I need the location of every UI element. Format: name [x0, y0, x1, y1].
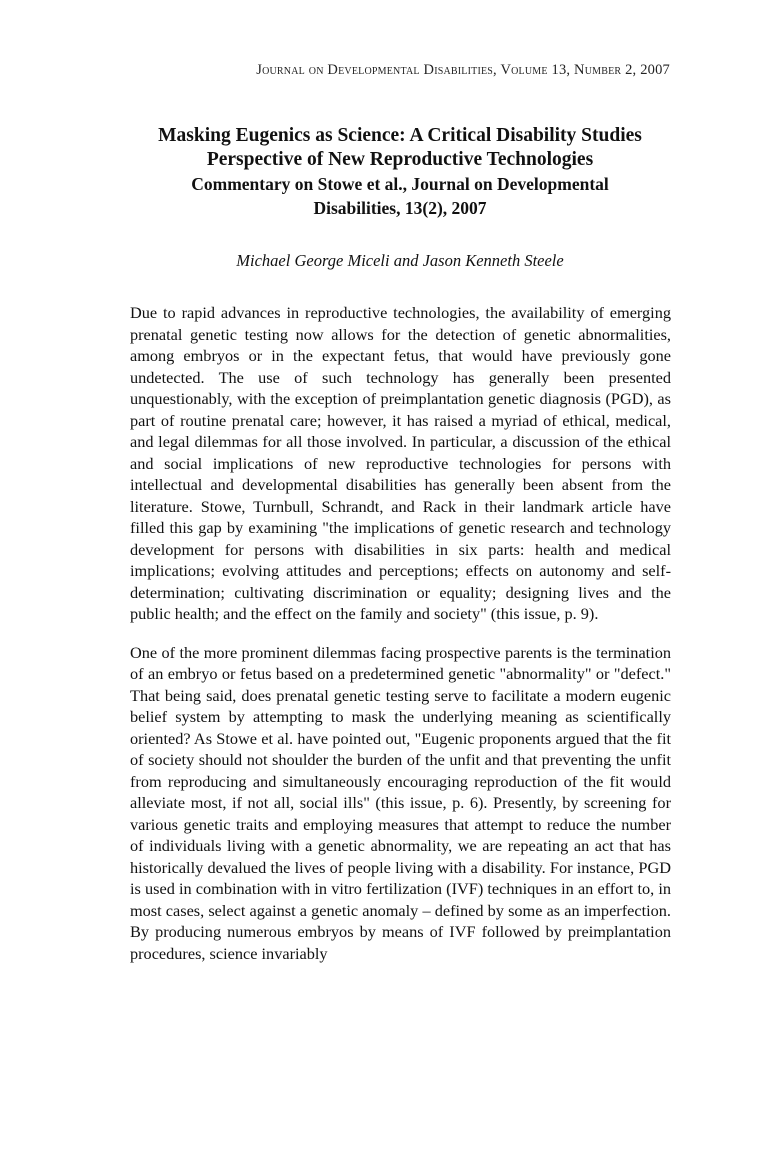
body-paragraph-2: One of the more prominent dilemmas facing prospective parents is the termination of an embryo or fetus based on a predetermined genetic "abnormality" or "defect." That being said, does prenatal genetic testing serve to facilitate a modern eugenic belief system by attempting to mask the underlying meaning as scientifically oriented? As Stowe et al. have pointed out, "Eugenic proponents argued that the fit of society should not shoulder the burden of the unfit and that preventing the unfit from reproducing and simultaneously encouraging reproduction of the fit would alleviate most, if not all, social ills" (this issue, p. 6). Presently, by screening for various genetic traits and employing measures that attempt to reduce the number of individuals living with a genetic abnormality, we are repeating an act that has historically devalued the lives of people living with a disability. For instance, PGD is used in combination with in vitro fertilization (IVF) techniques in an effort to, in most cases, select against a genetic anomaly – defined by some as an imperfection. By producing numerous embryos by means of IVF followed by preimplantation procedures, science invariably: [130, 642, 671, 963]
title-block: [110, 124, 690, 220]
article-subtitle-line-1: Commentary on Stowe et al., Journal on Developmental: [191, 174, 609, 194]
running-head: Journal on Developmental Disabilities, Volume 13, Number 2, 2007: [256, 62, 670, 78]
article-title-line-2: Perspective of New Reproductive Technologies: [206, 149, 594, 170]
article-body: [130, 302, 671, 981]
article-subtitle-line-2: Disabilities, 13(2), 2007: [313, 198, 487, 218]
article-title-line-1: Masking Eugenics as Science: A Critical Disability Studies: [158, 125, 642, 146]
body-paragraph-1: Due to rapid advances in reproductive technologies, the availability of emerging prenatal genetic testing now allows for the detection of genetic abnormalities, among embryos or in the expectant fetus, that would have previously gone undetected. The use of such technology has generally been presented unquestionably, with the exception of preimplantation genetic diagnosis (PGD), as part of routine prenatal care; however, it has raised a myriad of ethical, medical, and legal dilemmas for all those involved. In particular, a discussion of the ethical and social implications of new reproductive technologies for persons with intellectual and developmental disabilities has generally been absent from the literature. Stowe, Turnbull, Schrandt, and Rack in their landmark article have filled this gap by examining "the implications of genetic research and technology development for persons with disabilities in six parts: health and medical implications; evolving attitudes and perceptions; effects on autonomy and self-determination; cultivating discrimination or equality; designing lives and the public health; and the effect on the family and society" (this issue, p. 9).: [130, 303, 671, 623]
author-line: Michael George Miceli and Jason Kenneth Steele: [236, 251, 564, 270]
